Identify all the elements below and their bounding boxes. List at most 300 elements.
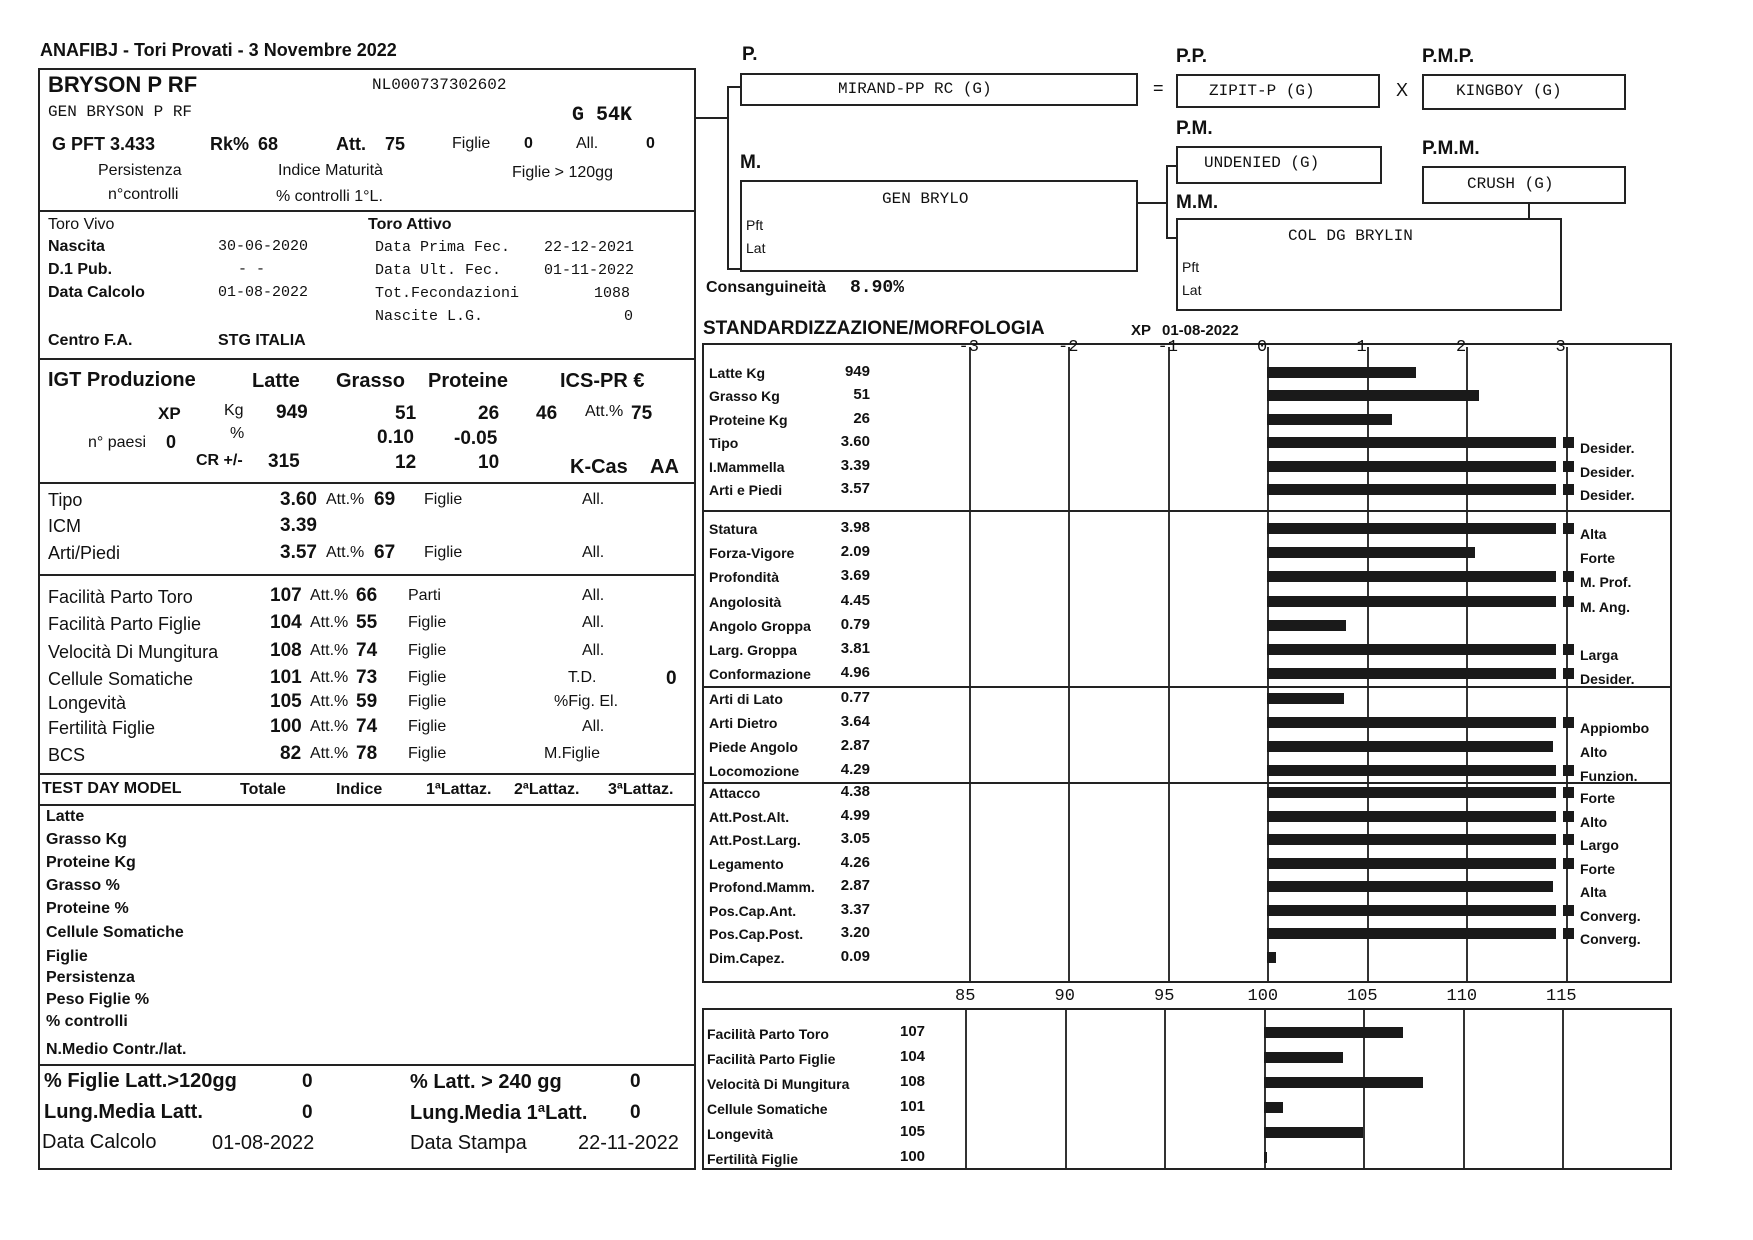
all-label: All. bbox=[576, 135, 599, 152]
arti-figlie: Figlie bbox=[424, 544, 463, 561]
test-day-row: N.Medio Contr./lat. bbox=[46, 1041, 187, 1058]
morph-row-label: Arti di Lato bbox=[709, 691, 783, 707]
ics-value: 46 bbox=[536, 403, 558, 424]
ics-att-value: 75 bbox=[631, 403, 653, 424]
divider bbox=[38, 210, 696, 212]
morph-row-label: Arti e Piedi bbox=[709, 482, 783, 498]
functional-row-label: Velocità Di Mungitura bbox=[707, 1076, 850, 1092]
morph-row-value: 3.81 bbox=[840, 640, 870, 657]
tick-label: 85 bbox=[955, 987, 976, 1006]
grid-line bbox=[965, 1010, 967, 1168]
m-label: M. bbox=[740, 152, 762, 173]
morph-note: Forte bbox=[1580, 790, 1615, 806]
morph-bar bbox=[1267, 437, 1556, 448]
morph-row-label: Statura bbox=[709, 521, 758, 537]
morph-bar bbox=[1267, 928, 1556, 939]
test-day-row: Peso Figlie % bbox=[46, 991, 150, 1008]
morph-bar bbox=[1267, 905, 1556, 916]
att-value: 75 bbox=[385, 134, 406, 154]
morph-note: Funzion. bbox=[1580, 768, 1638, 785]
functional-label: Longevità bbox=[48, 693, 127, 713]
morph-note: Appiombo bbox=[1580, 720, 1650, 737]
functional-att-value: 66 bbox=[356, 585, 378, 606]
test-day-col: 3ªLattaz. bbox=[608, 781, 674, 798]
consang-label: Consanguineità bbox=[706, 279, 827, 296]
nascita-value: 30-06-2020 bbox=[218, 238, 309, 255]
test-day-col: Totale bbox=[240, 781, 286, 798]
grid-line bbox=[1068, 347, 1070, 981]
att-label: Att. bbox=[336, 134, 366, 154]
centro-label: Centro F.A. bbox=[48, 332, 133, 349]
overflow-marker bbox=[1563, 787, 1574, 798]
morph-note: Forte bbox=[1580, 550, 1615, 567]
morph-note: Alto bbox=[1580, 813, 1608, 830]
equals-sign: = bbox=[1153, 78, 1164, 98]
functional-row-value: 101 bbox=[900, 1098, 926, 1115]
centro-value: STG ITALIA bbox=[218, 332, 306, 349]
overflow-marker bbox=[1563, 461, 1574, 472]
morph-row-value: 4.38 bbox=[840, 783, 870, 800]
test-day-row: Persistenza bbox=[46, 969, 135, 986]
connector bbox=[1166, 165, 1168, 238]
morph-row-value: 3.64 bbox=[840, 713, 870, 731]
morph-note: M. Prof. bbox=[1580, 574, 1632, 591]
figlie-latt-label: % Figlie Latt.>120gg bbox=[44, 1070, 237, 1092]
p-label: P. bbox=[742, 44, 758, 65]
pm-name: UNDENIED (G) bbox=[1204, 154, 1320, 172]
functional-col2: M.Figlie bbox=[544, 745, 601, 762]
connector bbox=[727, 86, 741, 88]
overflow-marker bbox=[1563, 668, 1574, 679]
cr-label: CR +/- bbox=[196, 452, 243, 469]
functional-col2: %Fig. El. bbox=[554, 693, 619, 710]
morph-bar bbox=[1267, 787, 1556, 798]
figlie-120-label: Figlie > 120gg bbox=[512, 164, 613, 181]
latt240-label: % Latt. > 240 gg bbox=[410, 1071, 562, 1093]
functional-value: 82 bbox=[280, 743, 302, 764]
divider bbox=[38, 804, 696, 806]
bull-id: NL000737302602 bbox=[372, 76, 507, 94]
group-divider bbox=[702, 510, 1672, 512]
morph-row-value: 4.45 bbox=[840, 591, 870, 609]
type-figlie: Figlie bbox=[424, 491, 463, 508]
morph-row-value: 3.39 bbox=[840, 456, 870, 474]
tick-label: 90 bbox=[1054, 987, 1075, 1006]
mm-name: COL DG BRYLIN bbox=[1288, 227, 1413, 245]
morph-row-label: Attacco bbox=[709, 785, 761, 801]
functional-row-value: 107 bbox=[900, 1023, 926, 1040]
morph-note: Alta bbox=[1580, 884, 1607, 900]
morph-row-value: 0.79 bbox=[840, 615, 870, 633]
proteine-cr: 10 bbox=[478, 452, 500, 473]
morph-row-value: 0.09 bbox=[840, 947, 870, 965]
test-day-title: TEST DAY MODEL bbox=[42, 780, 182, 797]
grasso-pct: 0.10 bbox=[377, 427, 414, 448]
functional-value: 100 bbox=[270, 716, 302, 737]
morph-bar bbox=[1267, 484, 1556, 495]
production-title: IGT Produzione bbox=[48, 369, 196, 391]
n-controlli-label: n°controlli bbox=[108, 186, 179, 203]
functional-row-label: Longevità bbox=[707, 1126, 774, 1142]
morph-bar bbox=[1267, 620, 1346, 631]
connector bbox=[727, 268, 741, 270]
data-calcolo-label: Data Calcolo bbox=[42, 1131, 157, 1153]
type-label: Tipo bbox=[48, 490, 83, 510]
divider bbox=[38, 773, 696, 775]
divider bbox=[38, 574, 696, 576]
functional-label: Facilità Parto Figlie bbox=[48, 614, 202, 634]
group-divider bbox=[702, 686, 1672, 688]
morph-row-value: 0.77 bbox=[840, 689, 870, 706]
functional-row-value: 108 bbox=[900, 1073, 926, 1090]
pmm-label: P.M.M. bbox=[1422, 138, 1480, 159]
morph-row-value: 4.29 bbox=[840, 761, 870, 779]
functional-value: 107 bbox=[270, 585, 302, 606]
type-att-label: Att.% bbox=[326, 491, 365, 508]
toro-attivo: Toro Attivo bbox=[368, 216, 452, 233]
morph-row-value: 3.69 bbox=[840, 567, 870, 585]
functional-att-value: 78 bbox=[356, 743, 378, 764]
genomic-badge: G 54K bbox=[572, 104, 633, 127]
morph-row-value: 4.26 bbox=[840, 853, 870, 871]
test-day-col: 1ªLattaz. bbox=[426, 781, 492, 798]
morph-row-value: 949 bbox=[844, 363, 870, 380]
functional-att-value: 74 bbox=[356, 640, 378, 661]
morph-row-label: Profond.Mamm. bbox=[709, 879, 815, 895]
functional-row-label: Fertilità Figlie bbox=[707, 1151, 799, 1167]
figlie-label: Figlie bbox=[452, 135, 491, 152]
type-att-value: 69 bbox=[374, 489, 396, 510]
morph-row-label: Conformazione bbox=[709, 666, 811, 683]
pmm-name: CRUSH (G) bbox=[1467, 175, 1554, 193]
test-day-row: Grasso % bbox=[46, 877, 120, 894]
morph-row-label: Angolo Groppa bbox=[709, 617, 811, 634]
tick-label: 3 bbox=[1555, 338, 1566, 357]
morph-bar bbox=[1267, 765, 1556, 776]
npaesi-label: n° paesi bbox=[88, 434, 146, 451]
pct-label: % bbox=[230, 425, 245, 442]
functional-value: 104 bbox=[270, 612, 302, 633]
controlli-1l-label: % controlli 1°L. bbox=[276, 188, 383, 205]
functional-bar bbox=[1264, 1052, 1344, 1063]
col-ics: ICS-PR € bbox=[560, 370, 645, 392]
functional-row-label: Facilità Parto Toro bbox=[707, 1026, 829, 1042]
tick-label: 95 bbox=[1154, 987, 1175, 1006]
overflow-marker bbox=[1563, 905, 1574, 916]
type-all: All. bbox=[582, 491, 605, 508]
consang-value: 8.90% bbox=[850, 278, 905, 298]
connector bbox=[1138, 202, 1166, 204]
functional-row-label: Facilità Parto Figlie bbox=[707, 1051, 836, 1067]
test-day-row: Cellule Somatiche bbox=[46, 924, 184, 941]
functional-col1: Parti bbox=[408, 587, 441, 604]
page-title: ANAFIBJ - Tori Provati - 3 Novembre 2022 bbox=[40, 40, 397, 60]
tick-label: -1 bbox=[1157, 338, 1178, 357]
ult-fec-label: Data Ult. Fec. bbox=[375, 262, 502, 279]
col-proteine: Proteine bbox=[428, 370, 509, 392]
rk-value: 68 bbox=[258, 134, 279, 154]
functional-col1: Figlie bbox=[408, 718, 447, 735]
overflow-marker bbox=[1563, 858, 1574, 869]
grid-line bbox=[969, 347, 971, 981]
morph-row-label: I.Mammella bbox=[709, 458, 785, 475]
bull-full-name: GEN BRYSON P RF bbox=[48, 103, 193, 121]
mm-lat: Lat bbox=[1182, 282, 1202, 298]
morph-row-value: 26 bbox=[853, 409, 870, 427]
data-stampa-value: 22-11-2022 bbox=[578, 1132, 679, 1154]
morph-note: Alto bbox=[1580, 744, 1608, 761]
morph-note: Desider. bbox=[1580, 487, 1635, 503]
arti-all: All. bbox=[582, 544, 605, 561]
npaesi-value: 0 bbox=[166, 432, 177, 452]
dam-name: GEN BRYLO bbox=[882, 190, 969, 208]
functional-col1: Figlie bbox=[408, 669, 447, 686]
morph-row-label: Tipo bbox=[709, 435, 739, 452]
morph-row-value: 4.96 bbox=[840, 664, 870, 682]
morph-row-value: 3.98 bbox=[840, 519, 870, 536]
divider bbox=[38, 1064, 696, 1066]
overflow-marker bbox=[1563, 571, 1574, 582]
functional-att-label: Att.% bbox=[310, 718, 349, 735]
xp-date: 01-08-2022 bbox=[1162, 322, 1239, 339]
morph-row-value: 4.99 bbox=[840, 806, 870, 824]
rk-label: Rk% bbox=[210, 134, 250, 154]
morph-row-label: Larg. Groppa bbox=[709, 642, 797, 658]
ics-att-label: Att.% bbox=[585, 403, 624, 420]
figlie-value: 0 bbox=[524, 135, 533, 152]
col-latte: Latte bbox=[252, 370, 300, 392]
kcas-value: AA bbox=[650, 456, 679, 478]
overflow-marker bbox=[1563, 484, 1574, 495]
morph-note: Largo bbox=[1580, 837, 1619, 853]
test-day-row: Proteine % bbox=[46, 900, 129, 917]
functional-col1: Figlie bbox=[408, 614, 447, 631]
morph-note: Desider. bbox=[1580, 671, 1635, 688]
all-value: 0 bbox=[646, 135, 655, 152]
functional-col2: All. bbox=[582, 587, 605, 604]
arti-label: Arti/Piedi bbox=[48, 543, 121, 563]
arti-value: 3.57 bbox=[280, 542, 317, 563]
test-day-row: % controlli bbox=[46, 1013, 128, 1030]
persistenza-label: Persistenza bbox=[98, 162, 182, 179]
functional-col2: All. bbox=[582, 642, 605, 659]
morph-row-label: Angolosità bbox=[709, 593, 782, 610]
morph-bar bbox=[1267, 367, 1416, 378]
morph-note: Larga bbox=[1580, 647, 1619, 663]
test-day-row: Latte bbox=[46, 808, 85, 825]
tick-label: -3 bbox=[958, 338, 979, 357]
sire-name: MIRAND-PP RC (G) bbox=[838, 80, 992, 98]
arti-att-value: 67 bbox=[374, 542, 396, 563]
latt240-value: 0 bbox=[630, 1071, 641, 1092]
pm-label: P.M. bbox=[1176, 118, 1213, 139]
ult-fec-value: 01-11-2022 bbox=[544, 262, 635, 279]
grasso-kg: 51 bbox=[395, 403, 417, 424]
tick-label: 100 bbox=[1247, 987, 1279, 1006]
data-calcolo-value: 01-08-2022 bbox=[212, 1132, 315, 1154]
functional-bar bbox=[1264, 1077, 1423, 1088]
morph-note: Converg. bbox=[1580, 931, 1641, 947]
functional-att-label: Att.% bbox=[310, 745, 349, 762]
morph-row-value: 2.87 bbox=[840, 877, 870, 894]
morph-row-label: Piede Angolo bbox=[709, 739, 798, 756]
functional-col1: Figlie bbox=[408, 745, 447, 762]
morph-row-label: Latte Kg bbox=[709, 365, 765, 381]
morph-row-label: Profondità bbox=[709, 569, 779, 586]
grid-line bbox=[1463, 1010, 1465, 1168]
icm-value: 3.39 bbox=[280, 515, 317, 536]
functional-att-label: Att.% bbox=[310, 614, 349, 631]
nascita-label: Nascita bbox=[48, 238, 105, 255]
functional-col1: Figlie bbox=[408, 642, 447, 659]
tick-label: 110 bbox=[1446, 987, 1478, 1006]
grid-line bbox=[1065, 1010, 1067, 1168]
test-day-row: Grasso Kg bbox=[46, 831, 127, 848]
morph-bar bbox=[1267, 390, 1479, 401]
morph-row-value: 3.60 bbox=[840, 433, 870, 451]
d1-label: D.1 Pub. bbox=[48, 261, 113, 278]
mm-label: M.M. bbox=[1176, 192, 1219, 213]
cross-sign: X bbox=[1396, 80, 1409, 100]
overflow-marker bbox=[1563, 437, 1574, 448]
pmp-name: KINGBOY (G) bbox=[1456, 82, 1562, 100]
overflow-marker bbox=[1563, 928, 1574, 939]
functional-row-value: 105 bbox=[900, 1123, 926, 1140]
morph-row-label: Forza-Vigore bbox=[709, 545, 795, 562]
overflow-marker bbox=[1563, 596, 1574, 607]
functional-col2: All. bbox=[582, 718, 605, 735]
morph-bar bbox=[1267, 693, 1344, 704]
functional-col2: T.D. bbox=[568, 669, 597, 686]
morph-row-label: Pos.Cap.Post. bbox=[709, 926, 804, 942]
morph-row-value: 51 bbox=[853, 386, 870, 404]
dam-pft: Pft bbox=[746, 217, 764, 233]
latte-kg: 949 bbox=[276, 402, 308, 423]
connector bbox=[696, 117, 728, 119]
kcas-label: K-Cas bbox=[570, 456, 628, 478]
morph-bar bbox=[1267, 414, 1392, 425]
morph-bar bbox=[1267, 881, 1553, 892]
calcolo-label: Data Calcolo bbox=[48, 284, 145, 301]
divider bbox=[38, 482, 696, 484]
morph-row-label: Dim.Capez. bbox=[709, 949, 785, 966]
functional-row-label: Cellule Somatiche bbox=[707, 1101, 828, 1117]
d1-value: - - bbox=[238, 261, 266, 278]
grid-line bbox=[1562, 1010, 1564, 1168]
prima-fec-label: Data Prima Fec. bbox=[375, 239, 511, 256]
functional-label: Facilità Parto Toro bbox=[48, 587, 193, 607]
tick-label: 0 bbox=[1257, 338, 1268, 357]
functional-label: BCS bbox=[48, 745, 86, 765]
grid-line bbox=[1168, 347, 1170, 981]
morph-bar bbox=[1267, 741, 1553, 752]
morph-row-value: 3.20 bbox=[840, 924, 870, 941]
morph-note: Desider. bbox=[1580, 440, 1635, 457]
xp-label: XP bbox=[158, 404, 181, 423]
nascite-value: 0 bbox=[624, 308, 634, 325]
morph-bar bbox=[1267, 547, 1475, 558]
grasso-cr: 12 bbox=[395, 452, 417, 473]
dam-lat: Lat bbox=[746, 240, 766, 256]
functional-value: 101 bbox=[270, 667, 302, 688]
functional-bar bbox=[1264, 1127, 1364, 1138]
morph-row-value: 3.05 bbox=[840, 830, 870, 847]
morph-row-value: 3.37 bbox=[840, 900, 870, 918]
figlie-latt-value: 0 bbox=[302, 1071, 313, 1092]
morph-bar bbox=[1267, 571, 1556, 582]
connector bbox=[1166, 165, 1178, 167]
mm-pft: Pft bbox=[1182, 259, 1200, 275]
test-day-col: Indice bbox=[336, 781, 383, 798]
overflow-marker bbox=[1563, 644, 1574, 655]
functional-col2: All. bbox=[582, 614, 605, 631]
test-day-col: 2ªLattaz. bbox=[514, 781, 580, 798]
calcolo-value: 01-08-2022 bbox=[218, 284, 309, 301]
indice-maturita-label: Indice Maturità bbox=[278, 162, 383, 179]
morph-bar bbox=[1267, 668, 1556, 679]
tick-label: -2 bbox=[1058, 338, 1079, 357]
morph-row-label: Pos.Cap.Ant. bbox=[709, 902, 797, 919]
overflow-marker bbox=[1563, 834, 1574, 845]
morph-bar bbox=[1267, 596, 1556, 607]
morph-bar bbox=[1267, 644, 1556, 655]
pp-name: ZIPIT-P (G) bbox=[1209, 82, 1315, 100]
morph-row-label: Grasso Kg bbox=[709, 388, 780, 405]
test-day-row: Proteine Kg bbox=[46, 854, 136, 871]
prima-fec-value: 22-12-2021 bbox=[544, 239, 635, 256]
grid-line bbox=[1164, 1010, 1166, 1168]
overflow-marker bbox=[1563, 765, 1574, 776]
functional-att-label: Att.% bbox=[310, 587, 349, 604]
functional-att-value: 74 bbox=[356, 716, 378, 737]
overflow-marker bbox=[1563, 523, 1574, 534]
functional-label: Velocità Di Mungitura bbox=[48, 642, 219, 662]
functional-value: 108 bbox=[270, 640, 302, 661]
connector bbox=[1528, 202, 1530, 218]
functional-att-label: Att.% bbox=[310, 642, 349, 659]
morph-bar bbox=[1267, 461, 1556, 472]
functional-att-value: 55 bbox=[356, 612, 378, 633]
morph-row-label: Legamento bbox=[709, 855, 784, 872]
functional-bar bbox=[1264, 1027, 1403, 1038]
functional-col3: 0 bbox=[666, 668, 677, 689]
lung-media1-label: Lung.Media 1ªLatt. bbox=[410, 1102, 588, 1124]
morph-note: Desider. bbox=[1580, 463, 1635, 480]
proteine-pct: -0.05 bbox=[454, 428, 498, 449]
tot-fec-label: Tot.Fecondazioni bbox=[375, 285, 520, 302]
tick-label: 2 bbox=[1456, 338, 1467, 357]
functional-label: Fertilità Figlie bbox=[48, 718, 156, 738]
lung-media1-value: 0 bbox=[630, 1102, 641, 1123]
morph-bar bbox=[1267, 952, 1276, 963]
kg-label: Kg bbox=[224, 402, 244, 419]
functional-bar bbox=[1264, 1102, 1284, 1113]
latte-cr: 315 bbox=[268, 451, 300, 472]
morph-row-value: 2.87 bbox=[840, 737, 870, 755]
functional-row-value: 104 bbox=[900, 1048, 926, 1065]
pp-label: P.P. bbox=[1176, 46, 1208, 67]
functional-att-label: Att.% bbox=[310, 693, 349, 710]
morph-row-label: Att.Post.Alt. bbox=[709, 808, 790, 825]
morph-note: M. Ang. bbox=[1580, 598, 1631, 615]
pft-value: G PFT 3.433 bbox=[52, 134, 156, 154]
functional-bar bbox=[1264, 1152, 1267, 1163]
morph-bar bbox=[1267, 834, 1556, 845]
morph-note: Alta bbox=[1580, 526, 1607, 542]
connector bbox=[727, 86, 729, 269]
morph-row-label: Proteine Kg bbox=[709, 411, 788, 428]
morph-bar bbox=[1267, 523, 1556, 534]
